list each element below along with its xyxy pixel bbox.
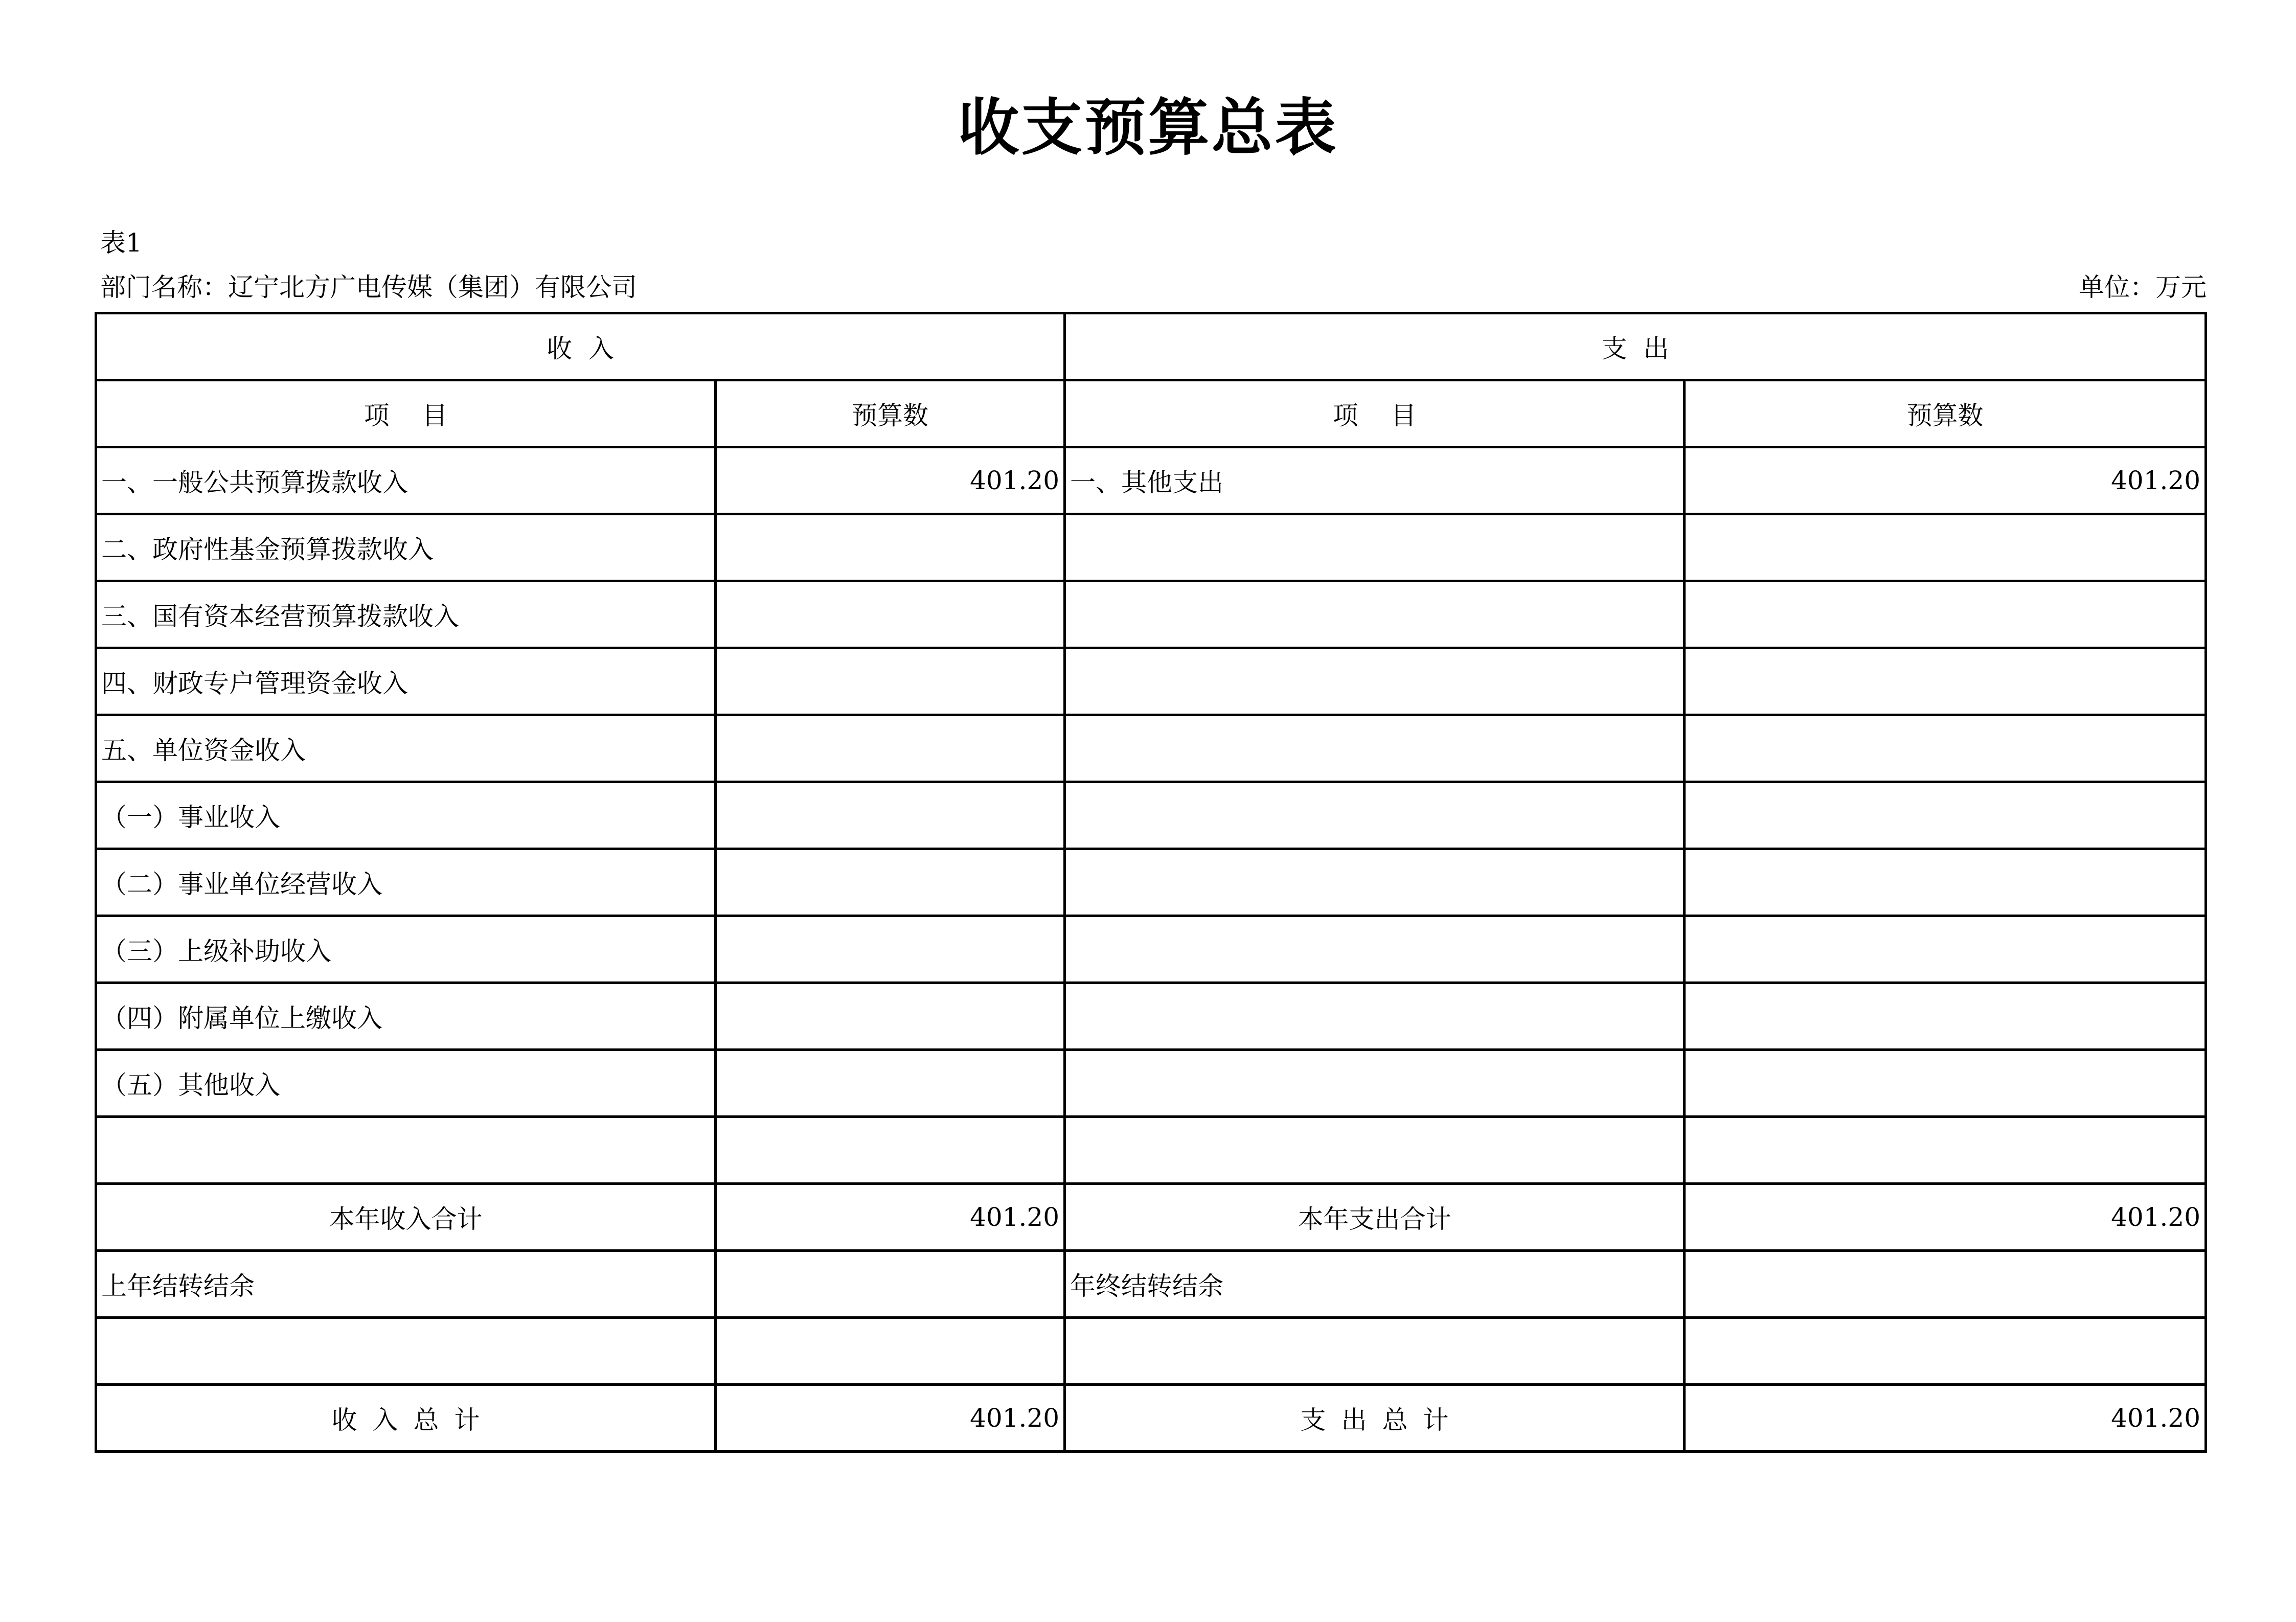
table-row (96, 1117, 2206, 1184)
table-row (96, 648, 2206, 715)
expense-amount-cell (1685, 849, 2206, 916)
income-item-cell: 三、国有资本经营预算拨款收入 (96, 581, 716, 648)
income-amount-cell (716, 782, 1065, 849)
expense-item-cell (1065, 983, 1685, 1050)
table-row (96, 983, 2206, 1050)
income-item-cell: 一、一般公共预算拨款收入 (96, 447, 716, 514)
income-item-cell: （一）事业收入 (96, 782, 716, 849)
income-amount-cell (716, 916, 1065, 983)
section-header-row (96, 313, 2206, 380)
income-amount-cell (716, 1117, 1065, 1184)
expense-item-cell (1065, 782, 1685, 849)
blank-row (96, 1318, 2206, 1385)
expense-section-header: 支 出 (1065, 313, 2206, 380)
income-item-header: 项 目 (96, 380, 716, 447)
expense-grand-total-label: 支出总计 (1065, 1385, 1685, 1452)
expense-item-cell (1065, 916, 1685, 983)
expense-item-cell: 一、其他支出 (1065, 447, 1685, 514)
income-amount-cell (716, 581, 1065, 648)
income-amount-cell: 401.20 (716, 447, 1065, 514)
income-amount-cell (716, 983, 1065, 1050)
expense-grand-total-amount: 401.20 (1685, 1385, 2206, 1452)
unit-label: 单位：万元 (2079, 272, 2207, 302)
income-amount-header: 预算数 (716, 380, 1065, 447)
year-income-total-label: 本年收入合计 (96, 1184, 716, 1251)
budget-summary-table (95, 312, 2207, 1453)
table-row (96, 1050, 2206, 1117)
expense-amount-cell: 401.20 (1685, 447, 2206, 514)
expense-amount-cell (1685, 782, 2206, 849)
blank-expense-amount (1685, 1318, 2206, 1385)
expense-amount-cell (1685, 983, 2206, 1050)
income-item-cell (96, 1117, 716, 1184)
expense-item-header: 项 目 (1065, 380, 1685, 447)
income-grand-total-amount: 401.20 (716, 1385, 1065, 1452)
income-item-cell: （二）事业单位经营收入 (96, 849, 716, 916)
table-row (96, 581, 2206, 648)
grand-total-row (96, 1385, 2206, 1452)
income-amount-cell (716, 648, 1065, 715)
income-item-cell: （四）附属单位上缴收入 (96, 983, 716, 1050)
year-total-row (96, 1184, 2206, 1251)
blank-expense-item (1065, 1318, 1685, 1385)
blank-income-item (96, 1318, 716, 1385)
expense-item-cell (1065, 514, 1685, 581)
page-title: 收支预算总表 (958, 92, 1338, 164)
table-row (96, 514, 2206, 581)
income-amount-cell (716, 849, 1065, 916)
expense-amount-cell (1685, 648, 2206, 715)
income-section-header: 收 入 (96, 313, 1065, 380)
prior-year-carryover-label: 上年结转结余 (96, 1251, 716, 1318)
table-row (96, 447, 2206, 514)
blank-income-amount (716, 1318, 1065, 1385)
income-amount-cell (716, 1050, 1065, 1117)
table-row (96, 916, 2206, 983)
expense-item-cell (1065, 1117, 1685, 1184)
expense-amount-cell (1685, 581, 2206, 648)
expense-item-cell (1065, 715, 1685, 782)
year-income-total-amount: 401.20 (716, 1184, 1065, 1251)
year-end-carryover-amount (1685, 1251, 2206, 1318)
income-item-cell: 四、财政专户管理资金收入 (96, 648, 716, 715)
year-expense-total-amount: 401.20 (1685, 1184, 2206, 1251)
income-item-cell: 五、单位资金收入 (96, 715, 716, 782)
expense-amount-cell (1685, 916, 2206, 983)
table-row (96, 715, 2206, 782)
column-header-row (96, 380, 2206, 447)
expense-item-cell (1065, 1050, 1685, 1117)
income-item-cell: 二、政府性基金预算拨款收入 (96, 514, 716, 581)
prior-year-carryover-amount (716, 1251, 1065, 1318)
expense-amount-cell (1685, 715, 2206, 782)
income-item-cell: （三）上级补助收入 (96, 916, 716, 983)
table-number-label: 表1 (100, 228, 142, 258)
income-amount-cell (716, 514, 1065, 581)
expense-item-cell (1065, 581, 1685, 648)
expense-amount-cell (1685, 1050, 2206, 1117)
expense-amount-cell (1685, 514, 2206, 581)
expense-amount-cell (1685, 1117, 2206, 1184)
income-amount-cell (716, 715, 1065, 782)
year-end-carryover-label: 年终结转结余 (1065, 1251, 1685, 1318)
table-row (96, 782, 2206, 849)
income-grand-total-label: 收入总计 (96, 1385, 716, 1452)
table-row (96, 849, 2206, 916)
department-name: 部门名称：辽宁北方广电传媒（集团）有限公司 (100, 272, 637, 302)
carryover-row (96, 1251, 2206, 1318)
year-expense-total-label: 本年支出合计 (1065, 1184, 1685, 1251)
expense-amount-header: 预算数 (1685, 380, 2206, 447)
expense-item-cell (1065, 648, 1685, 715)
expense-item-cell (1065, 849, 1685, 916)
income-item-cell: （五）其他收入 (96, 1050, 716, 1117)
